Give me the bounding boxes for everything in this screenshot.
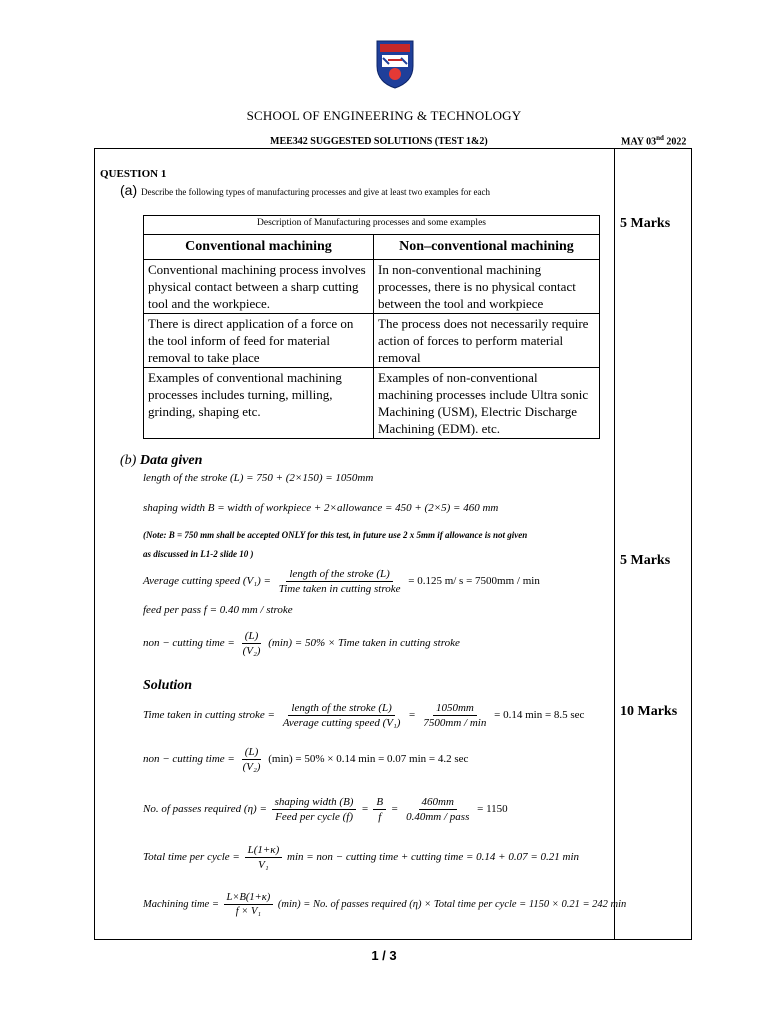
table-cell: Examples of non-conventional machining processes include Ultra sonic Machining (USM), Electric Discharge Machining (EDM). etc.	[374, 368, 600, 439]
table-row	[144, 260, 600, 314]
process-comparison-table	[143, 215, 600, 439]
marks-label: 10 Marks	[620, 704, 678, 719]
equation-non-cutting-time-result: non − cutting time = $\frac{(L)}{\text{(V₂)}}$ (min) = 50% × 0.14 min = 0.07 min = 4.2 sec	[143, 746, 469, 773]
table-header-conventional: Conventional machining	[144, 235, 374, 260]
equation-average-cutting-speed: Average cutting speed (V₁) = $\frac{\text{length of the stroke (L)}}{\text{Time taken in cutting stroke}}$ = 0.125 m/ s = 7500mm / min	[143, 568, 540, 595]
page-number: 1 / 3	[371, 948, 397, 963]
table-caption: Description of Manufacturing processes and some examples	[144, 216, 600, 235]
table-cell: There is direct application of a force on the tool inform of feed for material removal to take place	[144, 314, 374, 368]
table-cell: The process does not necessarily require action of forces to perform material removal	[374, 314, 600, 368]
equation-cutting-stroke-time: Time taken in cutting stroke = $\frac{\text{length of the stroke (L)}}{\text{Average cutting speed (V₁)}}$ = $\frac{1050mm}{7500mm / \min}$ = 0.14 min = 8.5 sec	[143, 702, 585, 729]
equation-total-time-per-cycle: Total time per cycle = $\frac{L(1+\kappa)}{\text{V₁}}$ min = non − cutting time + cutting time = 0.14 + 0.07 = 0.21 min	[143, 844, 580, 871]
question-title: QUESTION 1	[100, 168, 167, 180]
school-name: SCHOOL OF ENGINEERING & TECHNOLOGY	[246, 108, 522, 123]
equation-feed-per-pass: feed per pass f = 0.40 mm / stroke	[143, 604, 293, 616]
equation-stroke-length: length of the stroke (L) = 750 + (2×150) = 1050mm	[143, 472, 374, 484]
marks-label: 5 Marks	[620, 216, 671, 231]
part-b-heading: (b) Data given	[120, 453, 203, 468]
marks-label: 5 Marks	[620, 553, 671, 568]
note-line: as discussed in L1-2 slide 10 )	[143, 549, 254, 559]
equation-number-of-passes: No. of passes required (η) = $\frac{\text{shaping width (B)}}{\text{Feed per cycle (f)}}$ = $\frac{B}{f}$ = $\frac{460mm}{\text{0.40mm / pass}}$ = 1150	[143, 796, 508, 823]
table-row	[144, 368, 600, 439]
course-title: MEE342 SUGGESTED SOLUTIONS (TEST 1&2)	[270, 136, 488, 147]
note-line: (Note: B = 750 mm shall be accepted ONLY for this test, in future use 2 x 5mm if allowance is not given	[143, 530, 528, 540]
solution-heading: Solution	[143, 678, 193, 693]
equation-non-cutting-time: non − cutting time = $\frac{(L)}{\text{(V₂)}}$ (min) = 50% × Time taken in cutting stroke	[143, 630, 460, 657]
equation-machining-time: Machining time = $\frac{L\times B(1+\kappa)}{\text{f × V₁}}$ (min) = No. of passes required (η) × Total time per cycle = 1150 × 0.21 = 242 min	[143, 892, 627, 917]
exam-date: MAY 03nd 2022	[621, 134, 687, 148]
table-header-non-conventional: Non–conventional machining	[374, 235, 600, 260]
university-crest-logo	[374, 38, 416, 90]
table-cell: Conventional machining process involves physical contact between a sharp cutting tool and the workpiece.	[144, 260, 374, 314]
table-cell: Examples of conventional machining processes includes turning, milling, grinding, shaping etc.	[144, 368, 374, 439]
marks-column-divider	[614, 148, 615, 940]
equation-shaping-width: shaping width B = width of workpiece + 2×allowance = 450 + (2×5) = 460 mm	[143, 502, 499, 514]
table-cell: In non-conventional machining processes, there is no physical contact between the tool and workpiece	[374, 260, 600, 314]
part-a-prompt: (a) Describe the following types of manufacturing processes and give at least two examples for each	[120, 182, 491, 198]
table-row	[144, 314, 600, 368]
